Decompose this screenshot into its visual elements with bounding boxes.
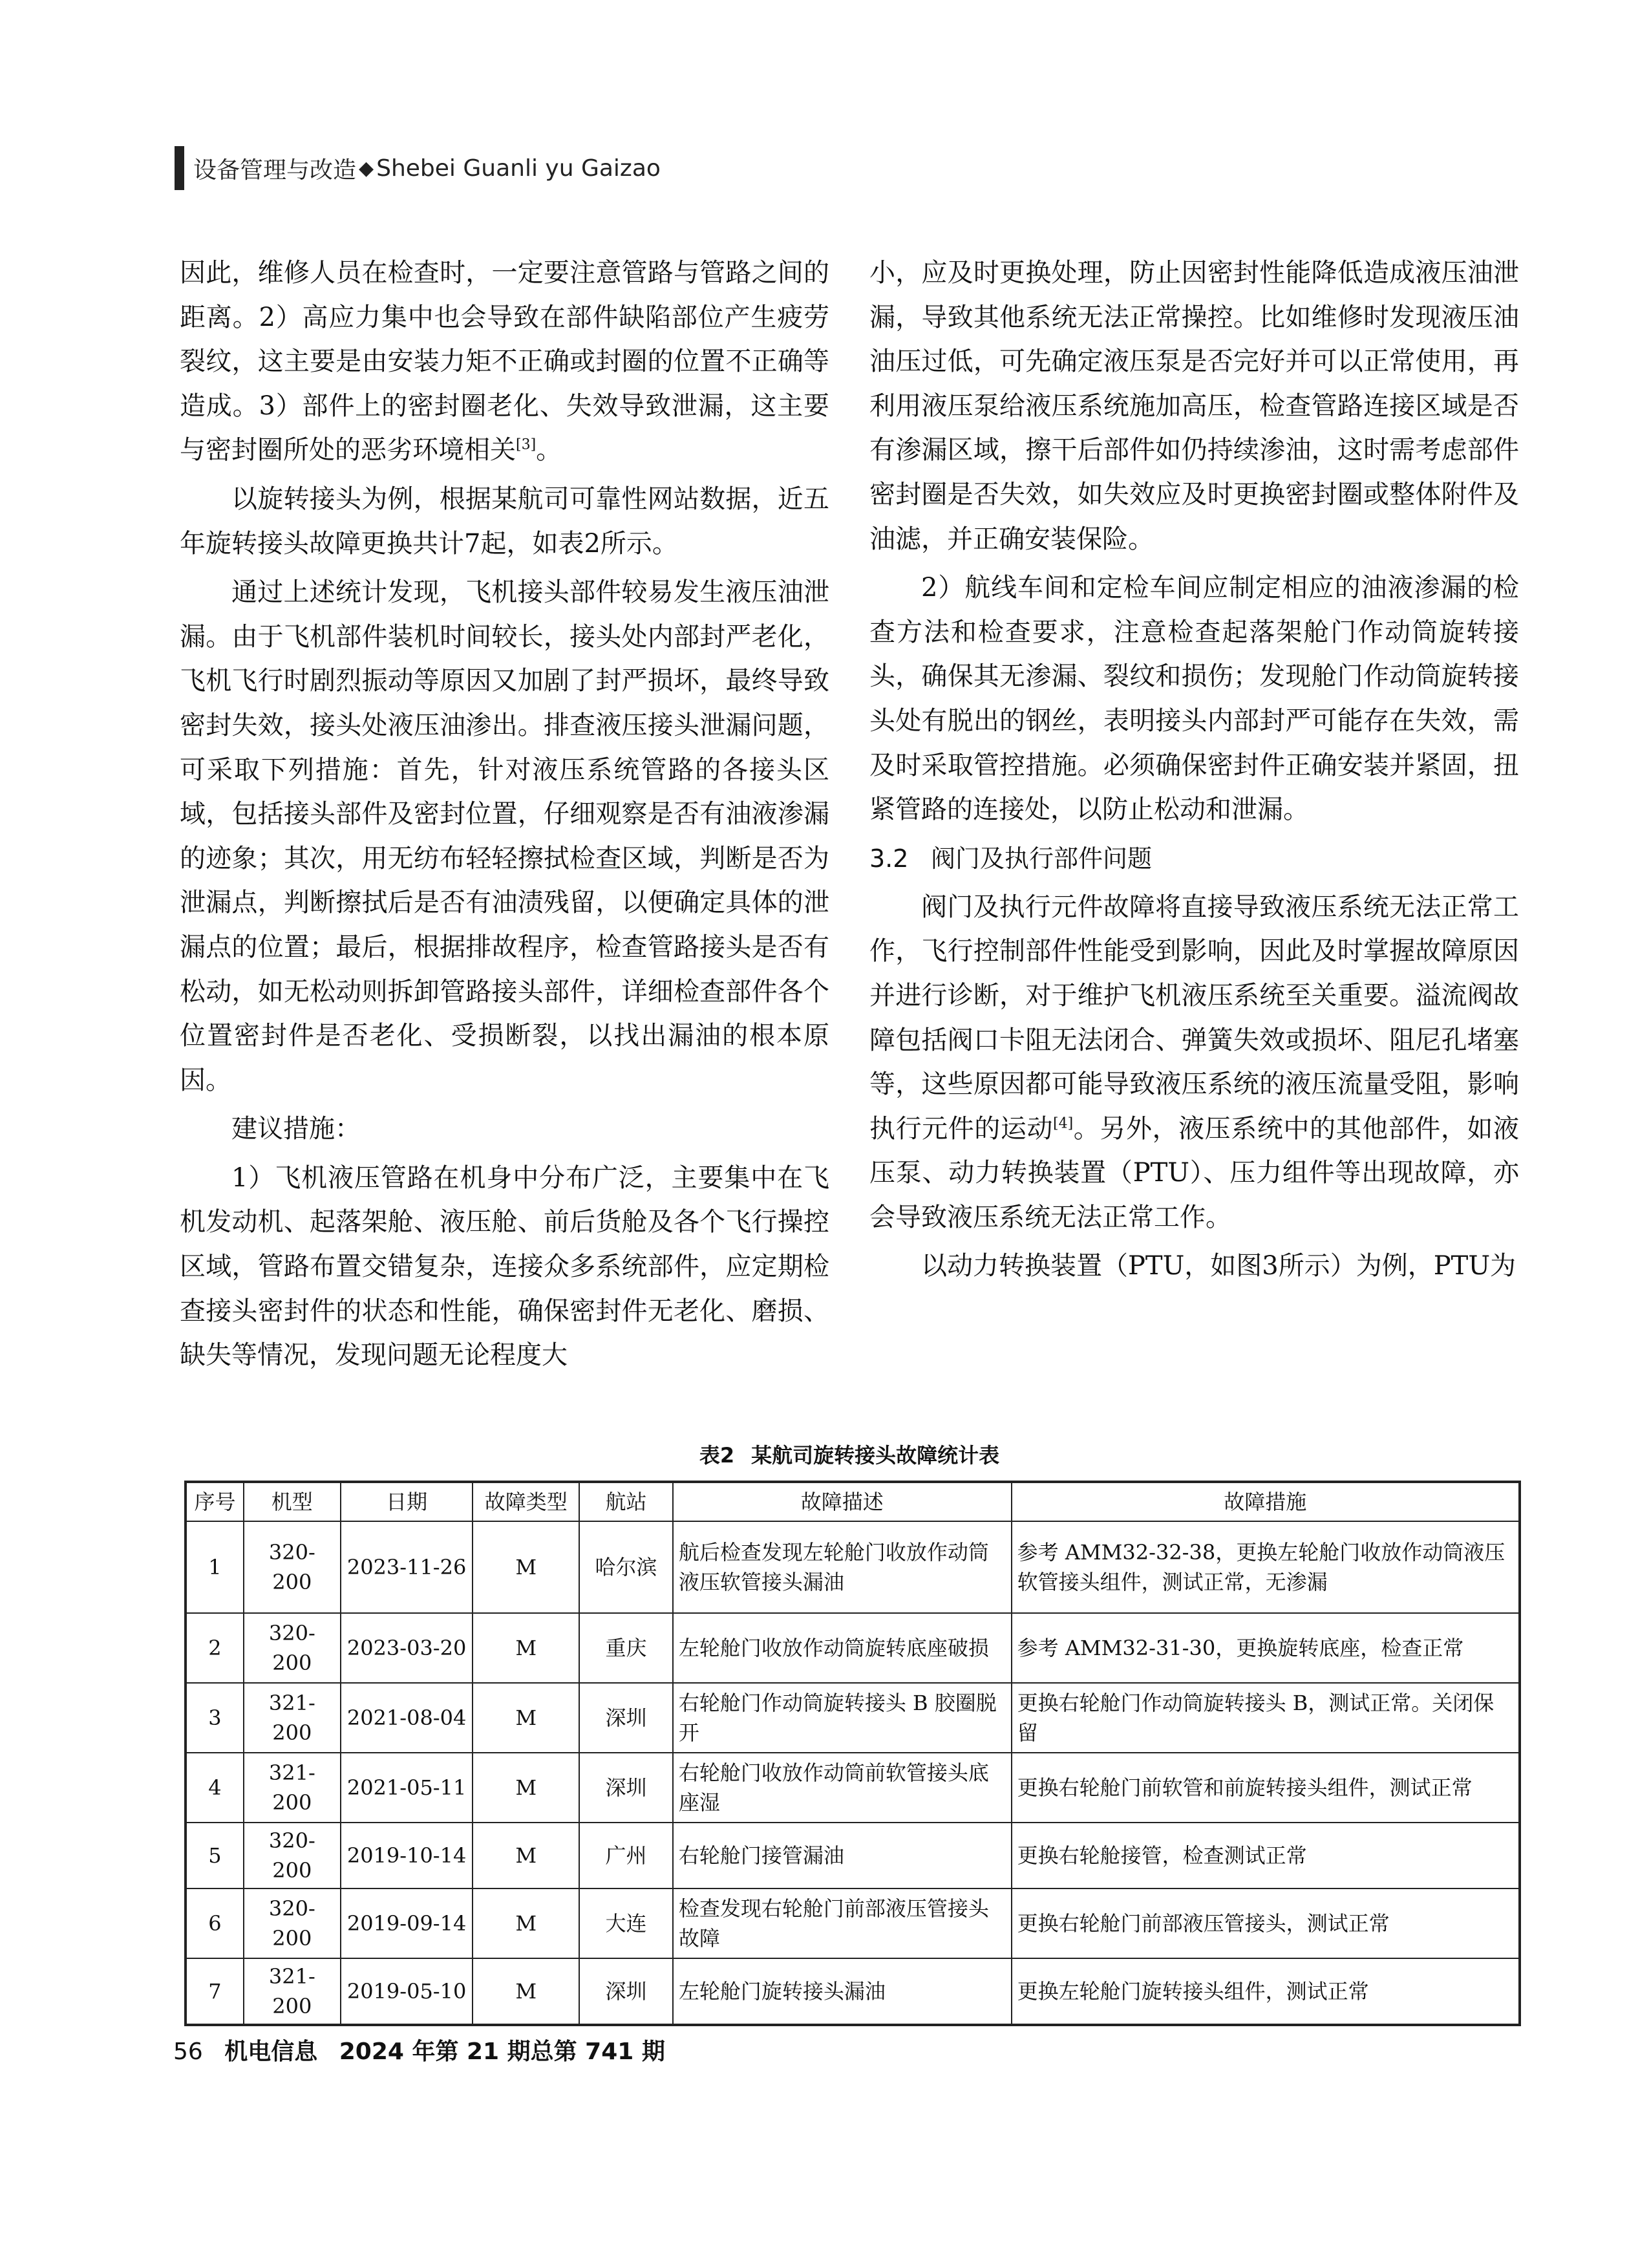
table-cell: 左轮舱门旋转接头漏油 <box>673 1958 1012 2025</box>
paragraph <box>869 885 1519 1240</box>
section-title: 阀门及执行部件问题 <box>931 844 1153 873</box>
table-cell: 航后检查发现左轮舱门收放作动筒液压软管接头漏油 <box>673 1521 1012 1613</box>
table-cell: 深圳 <box>579 1753 673 1823</box>
paragraph: 以旋转接头为例，根据某航司可靠性网站数据，近五年旋转接头故障更换共计7起，如表2所示。 <box>180 484 829 559</box>
paragraph: 以动力转换装置（PTU，如图3所示）为例，PTU为 <box>921 1251 1516 1281</box>
table-cell: 2019-09-14 <box>341 1888 473 1958</box>
table-cell: 参考 AMM32-32-38，更换左轮舱门收放作动筒液压软管接头组件，测试正常，无渗漏 <box>1012 1521 1520 1613</box>
table-cell: M <box>473 1823 579 1888</box>
paragraph-text: 。 <box>536 435 562 465</box>
table-cell: 320-200 <box>244 1888 341 1958</box>
table-cell: 深圳 <box>579 1683 673 1753</box>
table-header-cell: 日期 <box>341 1482 473 1521</box>
diamond-icon: ◆ <box>359 156 374 180</box>
table-row <box>186 1683 1520 1753</box>
table-cell: 更换右轮舱门前软管和前旋转接头组件，测试正常 <box>1012 1753 1520 1823</box>
table-cell: 3 <box>186 1683 244 1753</box>
table-header-cell: 航站 <box>579 1482 673 1521</box>
table-cell: 2023-11-26 <box>341 1521 473 1613</box>
page-footer <box>173 2033 665 2066</box>
table-cell: 2019-05-10 <box>341 1958 473 2025</box>
table-cell: 深圳 <box>579 1958 673 2025</box>
running-header <box>175 145 661 191</box>
table-cell: 更换右轮舱接管，检查测试正常 <box>1012 1823 1520 1888</box>
paragraph: 建议措施： <box>231 1114 361 1144</box>
table-cell: 2023-03-20 <box>341 1613 473 1683</box>
header-section-cn: 设备管理与改造 <box>193 156 357 184</box>
right-column <box>869 251 1519 1293</box>
journal-name: 机电信息 <box>224 2038 318 2065</box>
table-cell: 2021-05-11 <box>341 1753 473 1823</box>
table-header-row <box>186 1482 1520 1521</box>
table-cell: 大连 <box>579 1888 673 1958</box>
table-header-cell: 故障类型 <box>473 1482 579 1521</box>
table-number: 表2 <box>699 1443 735 1468</box>
table-row <box>186 1521 1520 1613</box>
table-cell: 320-200 <box>244 1823 341 1888</box>
table-row <box>186 1613 1520 1683</box>
section-number: 3.2 <box>869 844 909 873</box>
paragraph: 2）航线车间和定检车间应制定相应的油液渗漏的检查方法和检查要求，注意检查起落架舱门作动筒旋转接头，确保其无渗漏、裂纹和损伤；发现舱门作动筒旋转接头处有脱出的钢丝，表明接头内部封严可能存在失效，需及时采取管控措施。必须确保密封件正确安装并紧固，扭紧管路的连接处，以防止松动和泄漏。 <box>869 573 1519 825</box>
citation-ref: [4] <box>1053 1115 1074 1132</box>
table-row <box>186 1958 1520 2025</box>
table-cell: M <box>473 1613 579 1683</box>
table-cell: 检查发现右轮舱门前部液压管接头故障 <box>673 1888 1012 1958</box>
table-cell: 4 <box>186 1753 244 1823</box>
table-cell: 左轮舱门收放作动筒旋转底座破损 <box>673 1613 1012 1683</box>
paragraph-text: 阀门及执行元件故障将直接导致液压系统无法正常工作，飞行控制部件性能受到影响，因此及时掌握故障原因并进行诊断，对于维护飞机液压系统至关重要。溢流阀故障包括阀口卡阻无法闭合、弹簧失效或损坏、阻尼孔堵塞等，这些原因都可能导致液压系统的液压流量受阻，影响执行元件的运动 <box>869 892 1519 1144</box>
table-row <box>186 1823 1520 1888</box>
table-cell: 右轮舱门收放作动筒前软管接头底座湿 <box>673 1753 1012 1823</box>
table-cell: 更换左轮舱门旋转接头组件，测试正常 <box>1012 1958 1520 2025</box>
section-heading <box>869 837 1519 881</box>
citation-ref: [3] <box>516 437 537 454</box>
table-cell: 哈尔滨 <box>579 1521 673 1613</box>
table-row <box>186 1888 1520 1958</box>
table-cell: 1 <box>186 1521 244 1613</box>
paragraph: 通过上述统计发现，飞机接头部件较易发生液压油泄漏。由于飞机部件装机时间较长，接头处内部封严老化，飞机飞行时剧烈振动等原因又加剧了封严损坏，最终导致密封失效，接头处液压油渗出。排查液压接头泄漏问题，可采取下列措施：首先，针对液压系统管路的各接头区域，包括接头部件及密封位置，仔细观察是否有油液渗漏的迹象；其次，用无纺布轻轻擦拭检查区域，判断是否为泄漏点，判断擦拭后是否有油渍残留，以便确定具体的泄漏点的位置；最后，根据排故程序，检查管路接头是否有松动，如无松动则拆卸管路接头部件，详细检查部件各个位置密封件是否老化、受损断裂，以找出漏油的根本原因。 <box>180 577 829 1095</box>
table-cell: 重庆 <box>579 1613 673 1683</box>
table-cell: M <box>473 1958 579 2025</box>
table-cell: 7 <box>186 1958 244 2025</box>
table-cell: 参考 AMM32-31-30，更换旋转底座，检查正常 <box>1012 1613 1520 1683</box>
table-cell: 2019-10-14 <box>341 1823 473 1888</box>
paragraph <box>180 251 829 473</box>
table-title: 某航司旋转接头故障统计表 <box>751 1443 1000 1468</box>
header-section-pinyin: Shebei Guanli yu Gaizao <box>376 155 661 182</box>
table-cell: 321-200 <box>244 1753 341 1823</box>
table-cell: M <box>473 1888 579 1958</box>
table-cell: 更换右轮舱门前部液压管接头，测试正常 <box>1012 1888 1520 1958</box>
table-header-cell: 机型 <box>244 1482 341 1521</box>
table-cell: 右轮舱门接管漏油 <box>673 1823 1012 1888</box>
table-cell: 6 <box>186 1888 244 1958</box>
table-header-cell: 序号 <box>186 1482 244 1521</box>
table-cell: 320-200 <box>244 1613 341 1683</box>
table-cell: M <box>473 1683 579 1753</box>
table-cell: 2 <box>186 1613 244 1683</box>
table-header-cell: 故障描述 <box>673 1482 1012 1521</box>
table-cell: 321-200 <box>244 1683 341 1753</box>
journal-issue: 2024 年第 21 期总第 741 期 <box>339 2038 665 2065</box>
paragraph: 小，应及时更换处理，防止因密封性能降低造成液压油泄漏，导致其他系统无法正常操控。比如维修时发现液压油油压过低，可先确定液压泵是否完好并可以正常使用，再利用液压泵给液压系统施加高压，检查管路连接区域是否有渗漏区域，擦干后部件如仍持续渗油，这时需考虑部件密封圈是否失效，如失效应及时更换密封圈或整体附件及油滤，并正确安装保险。 <box>869 258 1519 554</box>
table-cell: 2021-08-04 <box>341 1683 473 1753</box>
table-cell: 右轮舱门作动筒旋转接头 B 胶圈脱开 <box>673 1683 1012 1753</box>
table-row <box>186 1753 1520 1823</box>
table-cell: M <box>473 1521 579 1613</box>
table-cell: 320-200 <box>244 1521 341 1613</box>
table-cell: M <box>473 1753 579 1823</box>
table-caption <box>180 1439 1519 1469</box>
table-header-cell: 故障措施 <box>1012 1482 1520 1521</box>
table-cell: 广州 <box>579 1823 673 1888</box>
table-cell: 更换右轮舱门作动筒旋转接头 B，测试正常。关闭保留 <box>1012 1683 1520 1753</box>
paragraph-text: 。另外，液压系统中的其他部件，如液压泵、动力转换装置（PTU）、压力组件等出现故障，亦会导致液压系统无法正常工作。 <box>869 1113 1520 1232</box>
paragraph-text: 因此，维修人员在检查时，一定要注意管路与管路之间的距离。2）高应力集中也会导致在部件缺陷部位产生疲劳裂纹，这主要是由安装力矩不正确或封圈的位置不正确等造成。3）部件上的密封圈老化、失效导致泄漏，这主要与密封圈所处的恶劣环境相关 <box>180 258 829 465</box>
left-column <box>180 251 829 1382</box>
header-bar <box>175 146 184 190</box>
table-cell: 5 <box>186 1823 244 1888</box>
paragraph: 1）飞机液压管路在机身中分布广泛，主要集中在飞机发动机、起落架舱、液压舱、前后货舱及各个飞行操控区域，管路布置交错复杂，连接众多系统部件，应定期检查接头密封件的状态和性能，确保密封件无老化、磨损、缺失等情况，发现问题无论程度大 <box>180 1162 829 1371</box>
table-cell: 321-200 <box>244 1958 341 2025</box>
fault-statistics-table <box>184 1481 1521 2026</box>
page-number: 56 <box>173 2038 203 2065</box>
